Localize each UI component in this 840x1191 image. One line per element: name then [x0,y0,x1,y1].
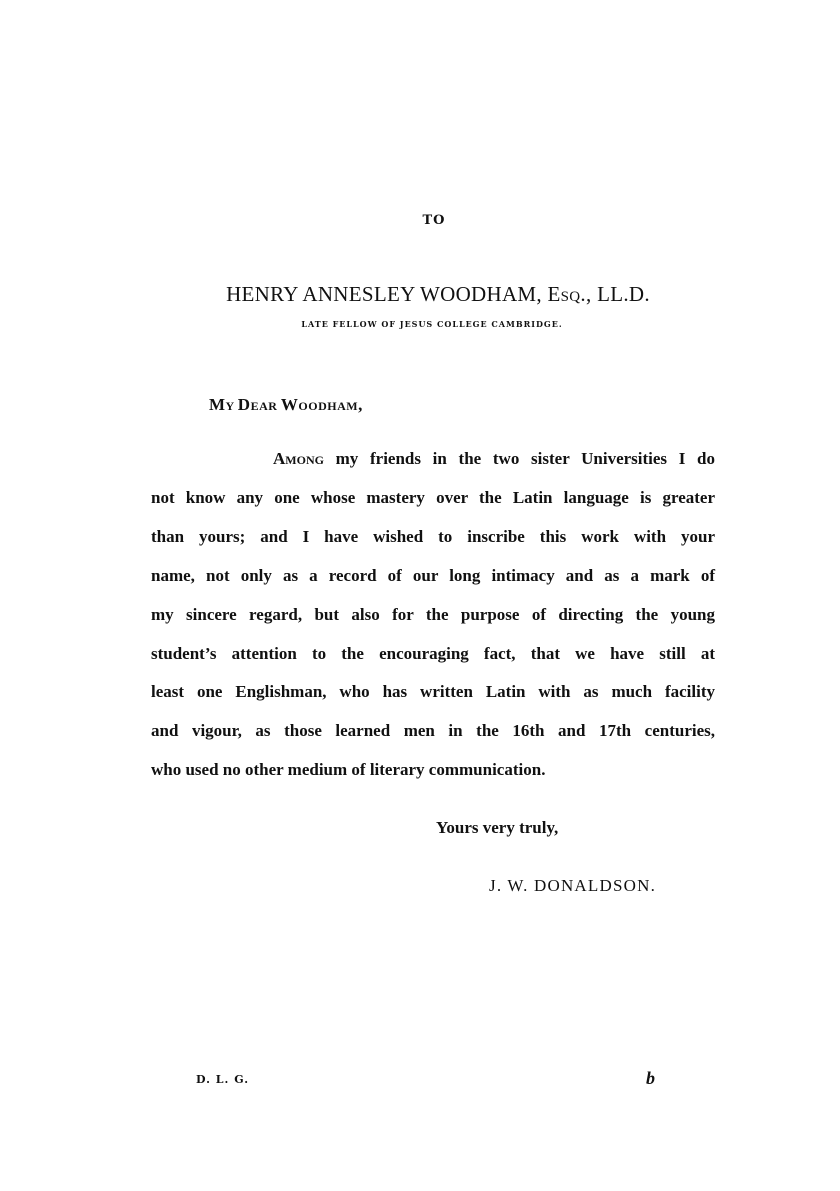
body-line-7: least one Englishman, who has written Latin with as much facility [151,682,715,701]
body-line-6: student’s attention to the encouraging fact, that we have still at [151,644,715,663]
body-line-4: name, not only as a record of our long intimacy and as a mark of [151,566,715,585]
dedicatee-name-smallcaps: SQ [560,289,581,305]
dedicatee-affiliation: LATE FELLOW OF JESUS COLLEGE CAMBRIDGE. [301,319,563,329]
body-line-1 [273,448,715,471]
salutation-sc-1: Y [225,399,238,413]
salutation [209,395,363,415]
closing-phrase: Yours very truly, [436,818,559,837]
salutation-cap-3: W [280,395,299,414]
body-line-5: my sincere regard, but also for the purpose of directing the young [151,605,715,624]
body-opening-cap: A [273,449,286,468]
salutation-cap-2: D [237,395,251,414]
body-line-8: and vigour, as those learned men in the 16th and 17th centuries, [151,721,715,740]
body-line-2: not know any one whose mastery over the Latin language is greater [151,488,715,507]
dedicatee-name [0,282,840,307]
body-line-1-rest: my friends in the two sister Universities I do [323,449,715,468]
salutation-sc-3: OODHAM [298,399,359,413]
sheet-letter: b [646,1068,655,1088]
author-signature: J. W. DONALDSON. [489,876,657,895]
body-opening-smallcaps: MONG [285,453,324,467]
signature-mark: D. L. G. [196,1073,250,1086]
body-line-3: than yours; and I have wished to inscribe this work with your [151,527,715,546]
salutation-punct: , [358,395,363,414]
dedicatee-name-main: HENRY ANNESLEY WOODHAM, E [226,282,561,306]
dedicatee-name-tail: ., LL.D. [580,282,650,306]
body-line-9: who used no other medium of literary communication. [151,760,546,779]
salutation-sc-2: EAR [250,399,281,413]
dedication-to: TO [422,213,446,228]
salutation-cap-1: M [209,395,226,414]
